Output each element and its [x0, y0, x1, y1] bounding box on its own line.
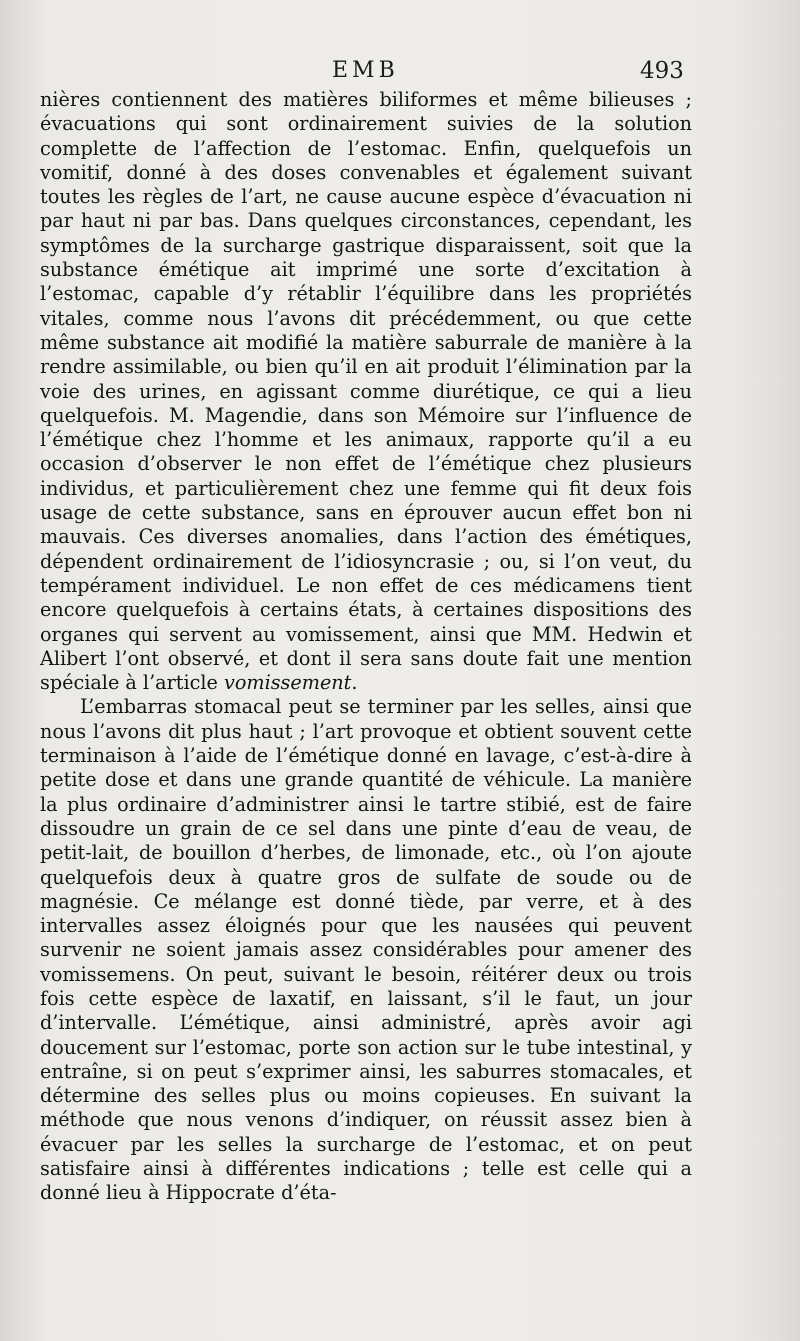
paragraph-2 — [40, 695, 692, 1205]
paragraph-1-end: . — [351, 671, 358, 695]
body-text — [40, 88, 692, 1206]
running-head: EMB — [332, 58, 399, 83]
paragraph-2-text: L’embarras stomacal peut se terminer par les selles, ainsi que nous l’avons dit plus haut ; l’art provoque et obtient souvent cette terminaison à l’aide de l’émétique donné en lavage, c’est-à-dire à petite dose et dans une grande quantité de véhicule. La manière la plus ordinaire d’administrer ainsi le tartre stibié, est de faire dissoudre un grain de ce sel dans une pinte d’eau de veau, de petit-lait, de bouillon d’herbes, de limonade, etc., où l’on ajoute quelquefois deux à quatre gros de sulfate de soude ou de magnésie. Ce mélange est donné tiède, par verre, et à des intervalles assez éloignés pour que les nausées qui peuvent survenir ne soient jamais assez considérables pour amener des vomissemens. On peut, suivant le besoin, réitérer deux ou trois fois cette espèce de laxatif, en laissant, s’il le faut, un jour d’intervalle. L’émétique, ainsi administré, après avoir agi doucement sur l’estomac, porte son action sur le tube intestinal, y entraîne, si on peut s’exprimer ainsi, les saburres stomacales, et détermine des selles plus ou moins copieuses. En suivant la méthode que nous venons d’indiquer, on réussit assez bien à évacuer par les selles la surcharge de l’estomac, et on peut satisfaire ainsi à différentes indications ; telle est celle qui a donné lieu à Hippocrate d’éta- — [40, 695, 692, 1205]
page-number: 493 — [640, 58, 684, 84]
article-reference: vomissement — [223, 671, 352, 695]
paragraph-1 — [40, 88, 692, 695]
page-header — [0, 54, 800, 88]
paragraph-1-text: nières contiennent des matières biliformes et même bilieuses ; évacuations qui sont ordinairement suivies de la solution complette de l’affection de l’estomac. Enfin, quelquefois un vomitif, donné à des doses convenables et également suivant toutes les règles de l’art, ne cause aucune espèce d’évacuation ni par haut ni par bas. Dans quelques circonstances, cependant, les symptômes de la surcharge gastrique disparaissent, soit que la substance émétique ait imprimé une sorte d’excitation à l’estomac, capable d’y rétablir l’équilibre dans les propriétés vitales, comme nous l’avons dit précédemment, ou que cette même substance ait modifié la matière saburrale de manière à la rendre assimilable, ou bien qu’il en ait produit l’élimination par la voie des urines, en agissant comme diurétique, ce qui a lieu quelquefois. M. Magendie, dans son Mémoire sur l’influence de l’émétique chez l’homme et les animaux, rapporte qu’il a eu occasion d’observer le non effet de l’émétique chez plusieurs individus, et particulièrement chez une femme qui fit deux fois usage de cette substance, sans en éprouver aucun effet bon ni mauvais. Ces diverses anomalies, dans l’action des émétiques, dépendent ordinairement de l’idiosyncrasie ; ou, si l’on veut, du tempérament individuel. Le non effet de ces médicamens tient encore quelquefois à certains états, à certaines dispositions des organes qui servent au vomissement, ainsi que MM. Hedwin et Alibert l’ont observé, et dont il sera sans doute fait une mention spéciale à l’article — [40, 88, 692, 695]
